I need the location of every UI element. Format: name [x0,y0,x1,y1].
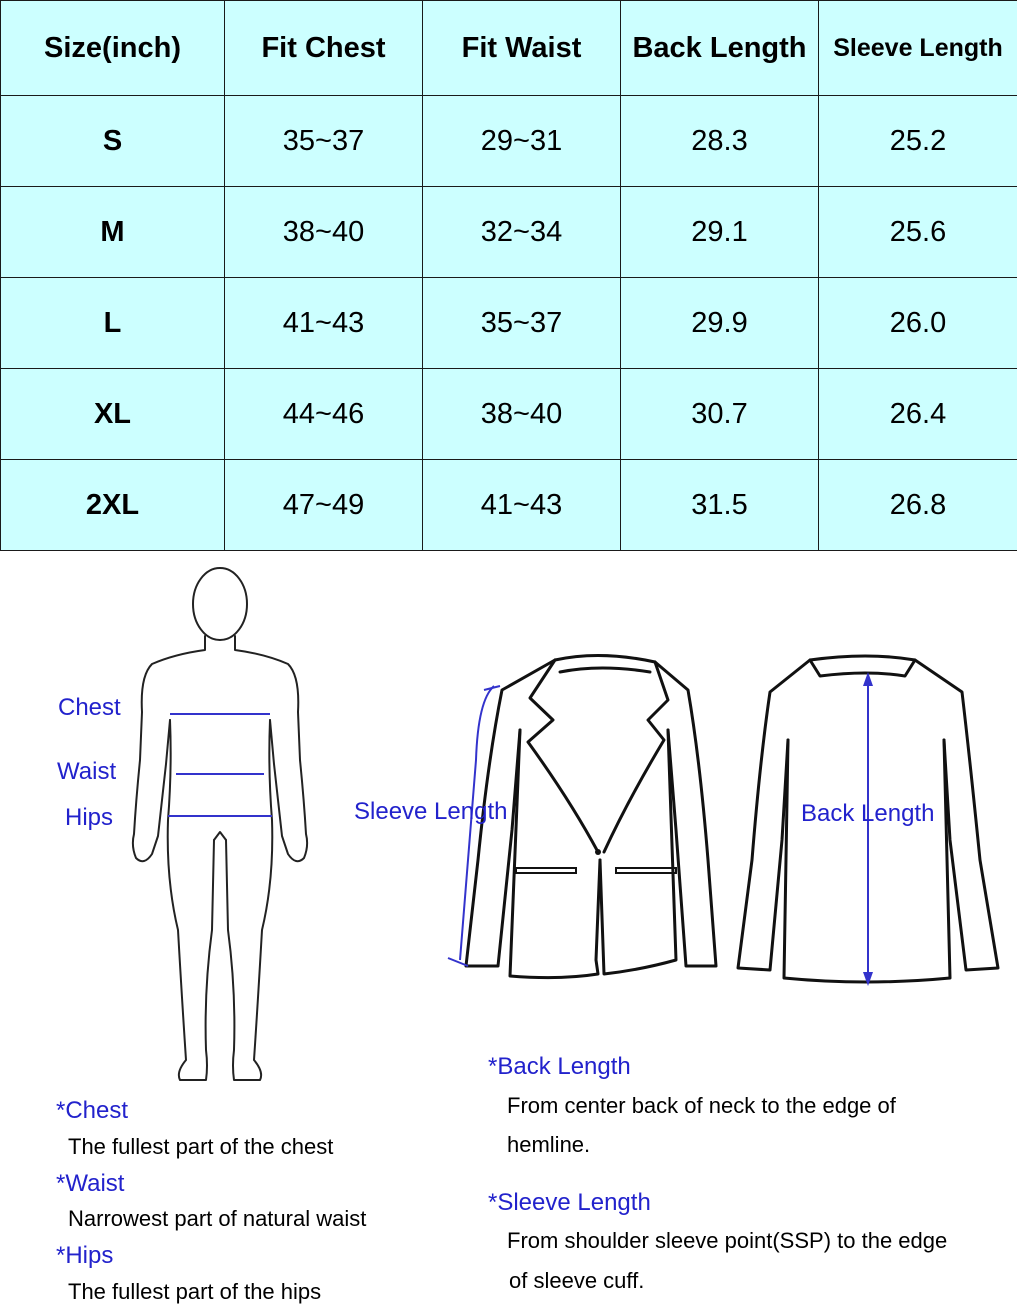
waist-label: Waist [57,758,116,786]
header-sleeve-length: Sleeve Length [819,1,1017,96]
cell-sleeve-length: 25.6 [819,187,1017,278]
cell-size: L [1,278,225,369]
cell-sleeve-length: 26.8 [819,460,1017,551]
header-size: Size(inch) [1,1,225,96]
cell-size: 2XL [1,460,225,551]
cell-chest: 47~49 [225,460,423,551]
cell-waist: 32~34 [423,187,621,278]
table-row [1,460,1017,551]
cell-sleeve-length: 26.0 [819,278,1017,369]
cell-waist: 35~37 [423,278,621,369]
cell-back-length: 31.5 [621,460,819,551]
waist-definition-text: Narrowest part of natural waist [68,1199,366,1238]
chest-definition-title: *Chest [56,1097,128,1125]
back-length-definition-title: *Back Length [488,1053,631,1081]
table-row [1,187,1017,278]
cell-size: M [1,187,225,278]
cell-size: S [1,96,225,187]
header-fit-waist: Fit Waist [423,1,621,96]
cell-back-length: 29.1 [621,187,819,278]
table-row [1,278,1017,369]
back-length-definition-line1: From center back of neck to the edge of [507,1086,896,1125]
sleeve-length-definition-line2: of sleeve cuff. [509,1261,644,1300]
table-row [1,369,1017,460]
sleeve-length-label: Sleeve Length [354,798,507,826]
back-length-label: Back Length [801,800,934,828]
chest-definition-text: The fullest part of the chest [68,1127,333,1166]
cell-size: XL [1,369,225,460]
header-back-length: Back Length [621,1,819,96]
table-row [1,96,1017,187]
chest-label: Chest [58,694,121,722]
cell-waist: 38~40 [423,369,621,460]
cell-chest: 44~46 [225,369,423,460]
waist-definition-title: *Waist [56,1170,124,1198]
cell-back-length: 28.3 [621,96,819,187]
cell-back-length: 29.9 [621,278,819,369]
cell-chest: 35~37 [225,96,423,187]
body-outline-illustration [120,565,320,1085]
size-chart-table [0,0,1017,551]
hips-label: Hips [65,804,113,832]
cell-waist: 41~43 [423,460,621,551]
sleeve-length-definition-line1: From shoulder sleeve point(SSP) to the edge [507,1221,947,1260]
sleeve-length-definition-title: *Sleeve Length [488,1189,651,1217]
back-length-definition-line2: hemline. [507,1125,590,1164]
hips-definition-text: The fullest part of the hips [68,1272,321,1311]
cell-sleeve-length: 25.2 [819,96,1017,187]
table-header-row [1,1,1017,96]
hips-definition-title: *Hips [56,1242,113,1270]
cell-sleeve-length: 26.4 [819,369,1017,460]
cell-back-length: 30.7 [621,369,819,460]
cell-chest: 41~43 [225,278,423,369]
cell-waist: 29~31 [423,96,621,187]
cell-chest: 38~40 [225,187,423,278]
header-fit-chest: Fit Chest [225,1,423,96]
